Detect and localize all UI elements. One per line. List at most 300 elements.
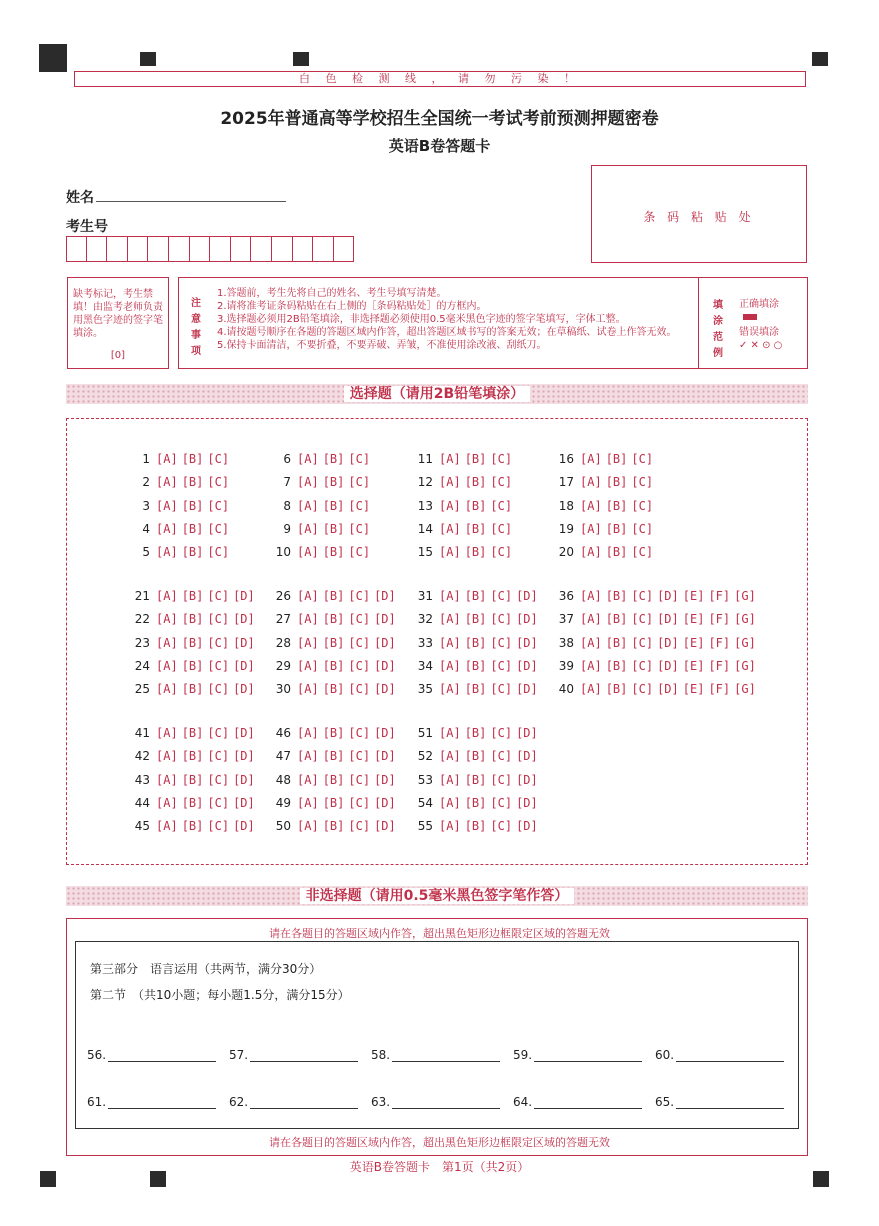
option-bubble[interactable]: [F] — [708, 682, 731, 697]
option-bubble[interactable]: [D] — [516, 749, 538, 764]
option-bubble[interactable]: [B] — [605, 612, 628, 627]
option-bubble[interactable]: [A] — [297, 819, 319, 834]
option-bubble[interactable]: [C] — [631, 589, 654, 603]
option-bubble[interactable]: [C] — [631, 658, 654, 673]
option-bubble[interactable]: [F] — [708, 658, 731, 673]
option-bubble[interactable]: [F] — [708, 635, 731, 650]
choice-question-30 — [269, 682, 400, 696]
option-bubble[interactable]: [A] — [297, 452, 319, 466]
option-bubble[interactable]: [A] — [439, 682, 461, 697]
option-bubble[interactable]: [A] — [439, 589, 461, 603]
choice-question-31 — [411, 589, 542, 603]
option-bubble[interactable]: [B] — [181, 612, 204, 627]
blank-answer-line[interactable] — [108, 1049, 216, 1062]
option-bubble[interactable]: [C] — [348, 682, 371, 697]
option-bubble[interactable]: [B] — [464, 589, 487, 603]
option-bubble[interactable]: [B] — [605, 589, 628, 603]
option-bubble[interactable]: [A] — [439, 498, 461, 513]
option-bubble[interactable]: [C] — [348, 452, 371, 466]
option-bubble[interactable]: [D] — [516, 682, 538, 697]
option-bubble[interactable]: [A] — [580, 452, 602, 466]
option-bubble[interactable]: [D] — [516, 726, 538, 740]
blank-number: 60. — [655, 1048, 675, 1062]
option-bubble[interactable]: [C] — [631, 682, 654, 697]
option-bubble[interactable]: [D] — [374, 819, 396, 834]
question-number: 25 — [134, 682, 150, 697]
choice-question-41 — [128, 726, 259, 740]
option-bubble[interactable]: [A] — [580, 498, 602, 513]
notes-list — [217, 287, 687, 352]
option-bubble[interactable]: [A] — [297, 795, 319, 810]
question-number: 1 — [142, 452, 150, 466]
option-bubble[interactable]: [D] — [516, 612, 538, 627]
option-bubble[interactable]: [C] — [490, 612, 513, 627]
choice-question-38 — [552, 636, 760, 650]
option-bubble[interactable]: [A] — [156, 772, 178, 787]
option-bubble[interactable]: [B] — [322, 589, 345, 603]
option-bubble[interactable]: [B] — [181, 682, 204, 697]
option-bubble[interactable]: [G] — [734, 635, 756, 650]
option-bubble[interactable]: [A] — [580, 612, 602, 627]
option-bubble[interactable]: [A] — [580, 521, 602, 536]
registration-mark — [39, 44, 67, 72]
choice-question-20 — [552, 545, 657, 559]
option-bubble[interactable]: [A] — [297, 772, 319, 787]
option-bubble[interactable]: [A] — [156, 635, 178, 650]
option-bubble[interactable]: [C] — [631, 635, 654, 650]
option-bubble[interactable]: [C] — [490, 452, 513, 466]
option-bubble[interactable]: [A] — [297, 475, 319, 490]
option-bubble[interactable]: [B] — [181, 658, 204, 673]
option-bubble[interactable]: [B] — [464, 682, 487, 697]
notes-label: 注 意 事 项 — [191, 298, 201, 357]
option-bubble[interactable]: [D] — [657, 612, 679, 627]
option-bubble[interactable]: [E] — [682, 589, 705, 603]
option-bubble[interactable]: [C] — [207, 682, 230, 697]
option-bubble[interactable]: [C] — [490, 545, 513, 560]
option-bubble[interactable]: [D] — [374, 658, 396, 673]
option-bubble[interactable]: [C] — [490, 658, 513, 673]
question-number: 12 — [417, 475, 433, 490]
nonchoice-section-title: 非选择题（请用0.5毫米黑色签字笔作答） — [300, 888, 575, 904]
option-bubble[interactable]: [B] — [322, 726, 345, 740]
question-number: 11 — [417, 452, 433, 466]
option-bubble[interactable]: [C] — [207, 658, 230, 673]
blank-answer-line[interactable] — [676, 1096, 784, 1109]
blank-number: 56. — [87, 1048, 107, 1062]
option-bubble[interactable]: [A] — [297, 521, 319, 536]
option-bubble[interactable]: [B] — [181, 452, 204, 466]
name-field[interactable] — [96, 201, 286, 202]
option-bubble[interactable]: [B] — [605, 545, 628, 560]
question-number: 51 — [417, 726, 433, 740]
blank-item — [229, 1048, 358, 1062]
option-bubble[interactable]: [B] — [464, 819, 487, 834]
option-bubble[interactable]: [C] — [490, 635, 513, 650]
option-bubble[interactable]: [B] — [464, 658, 487, 673]
option-bubble[interactable]: [C] — [207, 795, 230, 810]
nonchoice-section-header — [66, 886, 808, 906]
option-bubble[interactable]: [C] — [490, 475, 513, 490]
question-number: 32 — [417, 612, 433, 627]
blank-item — [229, 1095, 358, 1109]
choice-question-8 — [269, 499, 374, 513]
option-bubble[interactable]: [A] — [439, 612, 461, 627]
option-bubble[interactable]: [B] — [181, 726, 204, 740]
option-bubble[interactable]: [A] — [297, 589, 319, 603]
option-bubble[interactable]: [A] — [156, 795, 178, 810]
option-bubble[interactable]: [D] — [233, 819, 255, 834]
question-number: 2 — [142, 475, 150, 490]
option-bubble[interactable]: [B] — [322, 635, 345, 650]
option-bubble[interactable]: [C] — [348, 772, 371, 787]
option-bubble[interactable]: [C] — [348, 795, 371, 810]
option-bubble[interactable]: [D] — [516, 772, 538, 787]
blank-item — [371, 1095, 500, 1109]
option-bubble[interactable]: [B] — [322, 475, 345, 490]
option-bubble[interactable]: [E] — [682, 612, 705, 627]
option-bubble[interactable]: [B] — [464, 452, 487, 466]
option-bubble[interactable]: [B] — [181, 635, 204, 650]
option-bubble[interactable]: [B] — [322, 612, 345, 627]
question-number: 17 — [558, 475, 574, 490]
option-bubble[interactable]: [C] — [348, 545, 371, 560]
option-bubble[interactable]: [A] — [156, 475, 178, 490]
option-bubble[interactable]: [D] — [516, 819, 538, 834]
option-bubble[interactable]: [B] — [605, 498, 628, 513]
option-bubble[interactable]: [B] — [181, 545, 204, 560]
option-bubble[interactable]: [D] — [516, 635, 538, 650]
choice-question-2 — [128, 475, 233, 489]
question-number: 48 — [275, 772, 291, 787]
option-bubble[interactable]: [G] — [734, 589, 756, 603]
option-bubble[interactable]: [C] — [490, 726, 513, 740]
choice-section-header — [66, 384, 808, 404]
option-bubble[interactable]: [C] — [631, 612, 654, 627]
option-bubble[interactable]: [C] — [348, 498, 371, 513]
option-bubble[interactable]: [C] — [490, 498, 513, 513]
option-bubble[interactable]: [E] — [682, 658, 705, 673]
choice-section-title: 选择题（请用2B铅笔填涂） — [344, 386, 530, 402]
option-bubble[interactable]: [D] — [374, 589, 396, 603]
option-bubble[interactable]: [G] — [734, 612, 756, 627]
blank-answer-line[interactable] — [108, 1096, 216, 1109]
registration-mark — [812, 52, 828, 66]
option-bubble[interactable]: [B] — [322, 545, 345, 560]
choice-question-1 — [128, 452, 233, 466]
blank-item — [87, 1095, 216, 1109]
choice-question-6 — [269, 452, 374, 466]
option-bubble[interactable]: [A] — [439, 772, 461, 787]
option-bubble[interactable]: [A] — [580, 635, 602, 650]
question-number: 39 — [558, 658, 574, 673]
blank-answer-line[interactable] — [250, 1049, 358, 1062]
option-bubble[interactable]: [D] — [233, 635, 255, 650]
option-bubble[interactable]: [D] — [233, 658, 255, 673]
option-bubble[interactable]: [C] — [207, 498, 230, 513]
option-bubble[interactable]: [D] — [374, 635, 396, 650]
option-bubble[interactable]: [A] — [297, 612, 319, 627]
option-bubble[interactable]: [A] — [156, 682, 178, 697]
question-number: 49 — [275, 795, 291, 810]
option-bubble[interactable]: [B] — [322, 795, 345, 810]
blank-number: 57. — [229, 1048, 249, 1062]
option-bubble[interactable]: [B] — [322, 658, 345, 673]
choice-question-52 — [411, 749, 542, 763]
option-bubble[interactable]: [A] — [439, 726, 461, 740]
choice-question-9 — [269, 522, 374, 536]
option-bubble[interactable]: [C] — [490, 521, 513, 536]
question-number: 21 — [134, 589, 150, 603]
option-bubble[interactable]: [D] — [233, 795, 255, 810]
option-bubble[interactable]: [A] — [439, 452, 461, 466]
choice-question-53 — [411, 773, 542, 787]
option-bubble[interactable]: [D] — [233, 726, 255, 740]
question-number: 36 — [558, 589, 574, 603]
choice-question-40 — [552, 682, 760, 696]
choice-question-14 — [411, 522, 516, 536]
option-bubble[interactable]: [C] — [348, 658, 371, 673]
option-bubble[interactable]: [A] — [297, 658, 319, 673]
option-bubble[interactable]: [B] — [464, 475, 487, 490]
question-number: 50 — [275, 819, 291, 834]
option-bubble[interactable]: [B] — [181, 521, 204, 536]
blank-item — [513, 1095, 642, 1109]
option-bubble[interactable]: [B] — [464, 498, 487, 513]
option-bubble[interactable]: [A] — [439, 819, 461, 834]
option-bubble[interactable]: [C] — [348, 749, 371, 764]
choice-question-27 — [269, 612, 400, 626]
option-bubble[interactable]: [A] — [297, 726, 319, 740]
option-bubble[interactable]: [B] — [322, 682, 345, 697]
option-bubble[interactable]: [A] — [156, 452, 178, 466]
option-bubble[interactable]: [C] — [348, 819, 371, 834]
option-bubble[interactable]: [C] — [207, 452, 230, 466]
option-bubble[interactable]: [B] — [605, 658, 628, 673]
option-bubble[interactable]: [F] — [708, 589, 731, 603]
option-bubble[interactable]: [A] — [439, 658, 461, 673]
option-bubble[interactable]: [A] — [297, 545, 319, 560]
option-bubble[interactable]: [A] — [156, 658, 178, 673]
blank-number: 62. — [229, 1095, 249, 1109]
option-bubble[interactable]: [C] — [207, 772, 230, 787]
option-bubble[interactable]: [B] — [464, 726, 487, 740]
option-bubble[interactable]: [B] — [181, 772, 204, 787]
option-bubble[interactable]: [A] — [439, 545, 461, 560]
boundary-notice-top: 请在各题目的答题区域内作答，超出黑色矩形边框限定区域的答题无效 — [269, 927, 610, 940]
option-bubble[interactable]: [C] — [348, 726, 371, 740]
option-bubble[interactable]: [A] — [156, 498, 178, 513]
option-bubble[interactable]: [C] — [348, 635, 371, 650]
option-bubble[interactable]: [A] — [297, 498, 319, 513]
option-bubble[interactable]: [E] — [682, 635, 705, 650]
option-bubble[interactable]: [B] — [181, 475, 204, 490]
option-bubble[interactable]: [C] — [490, 749, 513, 764]
option-bubble[interactable]: [B] — [605, 452, 628, 466]
option-bubble[interactable]: [D] — [374, 772, 396, 787]
option-bubble[interactable]: [D] — [233, 682, 255, 697]
option-bubble[interactable]: [C] — [207, 819, 230, 834]
option-bubble[interactable]: [C] — [631, 498, 654, 513]
question-number: 41 — [134, 726, 150, 740]
option-bubble[interactable]: [C] — [490, 772, 513, 787]
option-bubble[interactable]: [C] — [490, 819, 513, 834]
question-number: 16 — [558, 452, 574, 466]
question-number: 24 — [134, 658, 150, 673]
option-bubble[interactable]: [C] — [207, 521, 230, 536]
option-bubble[interactable]: [B] — [605, 521, 628, 536]
option-bubble[interactable]: [A] — [580, 475, 602, 490]
exam-number-grid[interactable] — [66, 236, 354, 262]
option-bubble[interactable]: [B] — [605, 475, 628, 490]
option-bubble[interactable]: [C] — [348, 589, 371, 603]
option-bubble[interactable]: [B] — [322, 749, 345, 764]
option-bubble[interactable]: [C] — [490, 795, 513, 810]
option-bubble[interactable]: [B] — [181, 819, 204, 834]
option-bubble[interactable]: [D] — [233, 749, 255, 764]
option-bubble[interactable]: [D] — [657, 658, 679, 673]
option-bubble[interactable]: [B] — [181, 498, 204, 513]
option-bubble[interactable]: [B] — [181, 589, 204, 603]
choice-question-16 — [552, 452, 657, 466]
option-bubble[interactable]: [G] — [734, 682, 756, 697]
option-bubble[interactable]: [D] — [233, 772, 255, 787]
option-bubble[interactable]: [A] — [297, 635, 319, 650]
option-bubble[interactable]: [A] — [297, 749, 319, 764]
option-bubble[interactable]: [B] — [605, 635, 628, 650]
choice-question-25 — [128, 682, 259, 696]
option-bubble[interactable]: [D] — [233, 589, 255, 603]
option-bubble[interactable]: [B] — [464, 772, 487, 787]
option-bubble[interactable]: [B] — [322, 498, 345, 513]
option-bubble[interactable]: [C] — [207, 635, 230, 650]
option-bubble[interactable]: [B] — [181, 749, 204, 764]
blank-number: 64. — [513, 1095, 533, 1109]
option-bubble[interactable]: [D] — [374, 795, 396, 810]
option-bubble[interactable]: [C] — [348, 612, 371, 627]
option-bubble[interactable]: [A] — [156, 726, 178, 740]
option-bubble[interactable]: [B] — [464, 795, 487, 810]
option-bubble[interactable]: [C] — [207, 545, 230, 560]
note-item: 3.选择题必须用2B铅笔填涂，非选择题必须使用0.5毫米黑色字迹的签字笔填写，字体工整。 — [217, 314, 626, 325]
option-bubble[interactable]: [B] — [464, 612, 487, 627]
option-bubble[interactable]: [A] — [439, 475, 461, 490]
option-bubble[interactable]: [A] — [580, 682, 602, 697]
option-bubble[interactable]: [C] — [207, 475, 230, 490]
option-bubble[interactable]: [A] — [156, 589, 178, 603]
option-bubble[interactable]: [B] — [464, 635, 487, 650]
option-bubble[interactable]: [D] — [516, 589, 538, 603]
option-bubble[interactable]: [B] — [322, 521, 345, 536]
option-bubble[interactable]: [A] — [580, 545, 602, 560]
choice-question-32 — [411, 612, 542, 626]
blank-answer-line[interactable] — [392, 1049, 500, 1062]
question-number: 7 — [283, 475, 291, 490]
option-bubble[interactable]: [C] — [207, 612, 230, 627]
blank-number: 61. — [87, 1095, 107, 1109]
correct-fill-label: 正确填涂 — [739, 299, 779, 310]
blank-answer-line[interactable] — [534, 1049, 642, 1062]
option-bubble[interactable]: [C] — [207, 749, 230, 764]
question-number: 8 — [283, 498, 291, 513]
blank-answer-line[interactable] — [676, 1049, 784, 1062]
option-bubble[interactable]: [D] — [374, 749, 396, 764]
option-bubble[interactable]: [D] — [374, 612, 396, 627]
option-bubble[interactable]: [C] — [631, 521, 654, 536]
question-number: 5 — [142, 545, 150, 560]
option-bubble[interactable]: [C] — [631, 475, 654, 490]
option-bubble[interactable]: [C] — [207, 726, 230, 740]
exam-number-label: 考生号 — [66, 219, 108, 235]
option-bubble[interactable]: [C] — [631, 545, 654, 560]
option-bubble[interactable]: [A] — [156, 521, 178, 536]
option-bubble[interactable]: [D] — [374, 726, 396, 740]
question-number: 47 — [275, 749, 291, 764]
option-bubble[interactable]: [A] — [439, 749, 461, 764]
question-number: 30 — [275, 682, 291, 697]
option-bubble[interactable]: [A] — [580, 658, 602, 673]
option-bubble[interactable]: [A] — [156, 749, 178, 764]
option-bubble[interactable]: [B] — [322, 819, 345, 834]
blank-answer-line[interactable] — [392, 1096, 500, 1109]
option-bubble[interactable]: [B] — [464, 545, 487, 560]
blank-answer-line[interactable] — [250, 1096, 358, 1109]
option-bubble[interactable]: [D] — [516, 795, 538, 810]
option-bubble[interactable]: [F] — [708, 612, 731, 627]
option-bubble[interactable]: [D] — [374, 682, 396, 697]
option-bubble[interactable]: [B] — [322, 452, 345, 466]
question-number: 20 — [558, 545, 574, 560]
option-bubble[interactable]: [C] — [490, 589, 513, 603]
option-bubble[interactable]: [D] — [516, 658, 538, 673]
option-bubble[interactable]: [B] — [605, 682, 628, 697]
option-bubble[interactable]: [D] — [233, 612, 255, 627]
option-bubble[interactable]: [E] — [682, 682, 705, 697]
question-number: 34 — [417, 658, 433, 673]
registration-mark — [293, 52, 309, 66]
option-bubble[interactable]: [B] — [464, 749, 487, 764]
option-bubble[interactable]: [C] — [348, 521, 371, 536]
page-subtitle: 英语B卷答题卡 — [388, 137, 491, 155]
choice-question-46 — [269, 726, 400, 740]
option-bubble[interactable]: [C] — [207, 589, 230, 603]
option-bubble[interactable]: [A] — [156, 545, 178, 560]
option-bubble[interactable]: [A] — [439, 795, 461, 810]
option-bubble[interactable]: [G] — [734, 658, 756, 673]
option-bubble[interactable]: [A] — [580, 589, 602, 603]
option-bubble[interactable]: [C] — [490, 682, 513, 697]
option-bubble[interactable]: [D] — [657, 635, 679, 650]
option-bubble[interactable]: [C] — [348, 475, 371, 490]
option-bubble[interactable]: [B] — [464, 521, 487, 536]
option-bubble[interactable]: [B] — [322, 772, 345, 787]
question-number: 45 — [134, 819, 150, 834]
option-bubble[interactable]: [D] — [657, 589, 679, 603]
option-bubble[interactable]: [C] — [631, 452, 654, 466]
barcode-label: 条 码 粘 贴 处 — [643, 210, 755, 224]
option-bubble[interactable]: [B] — [181, 795, 204, 810]
option-bubble[interactable]: [A] — [156, 819, 178, 834]
option-bubble[interactable]: [A] — [156, 612, 178, 627]
option-bubble[interactable]: [A] — [439, 635, 461, 650]
option-bubble[interactable]: [D] — [657, 682, 679, 697]
choice-question-3 — [128, 499, 233, 513]
absent-checkbox[interactable]: [0] — [110, 350, 126, 361]
option-bubble[interactable]: [A] — [439, 521, 461, 536]
blank-answer-line[interactable] — [534, 1096, 642, 1109]
blank-number: 58. — [371, 1048, 391, 1062]
option-bubble[interactable]: [A] — [297, 682, 319, 697]
